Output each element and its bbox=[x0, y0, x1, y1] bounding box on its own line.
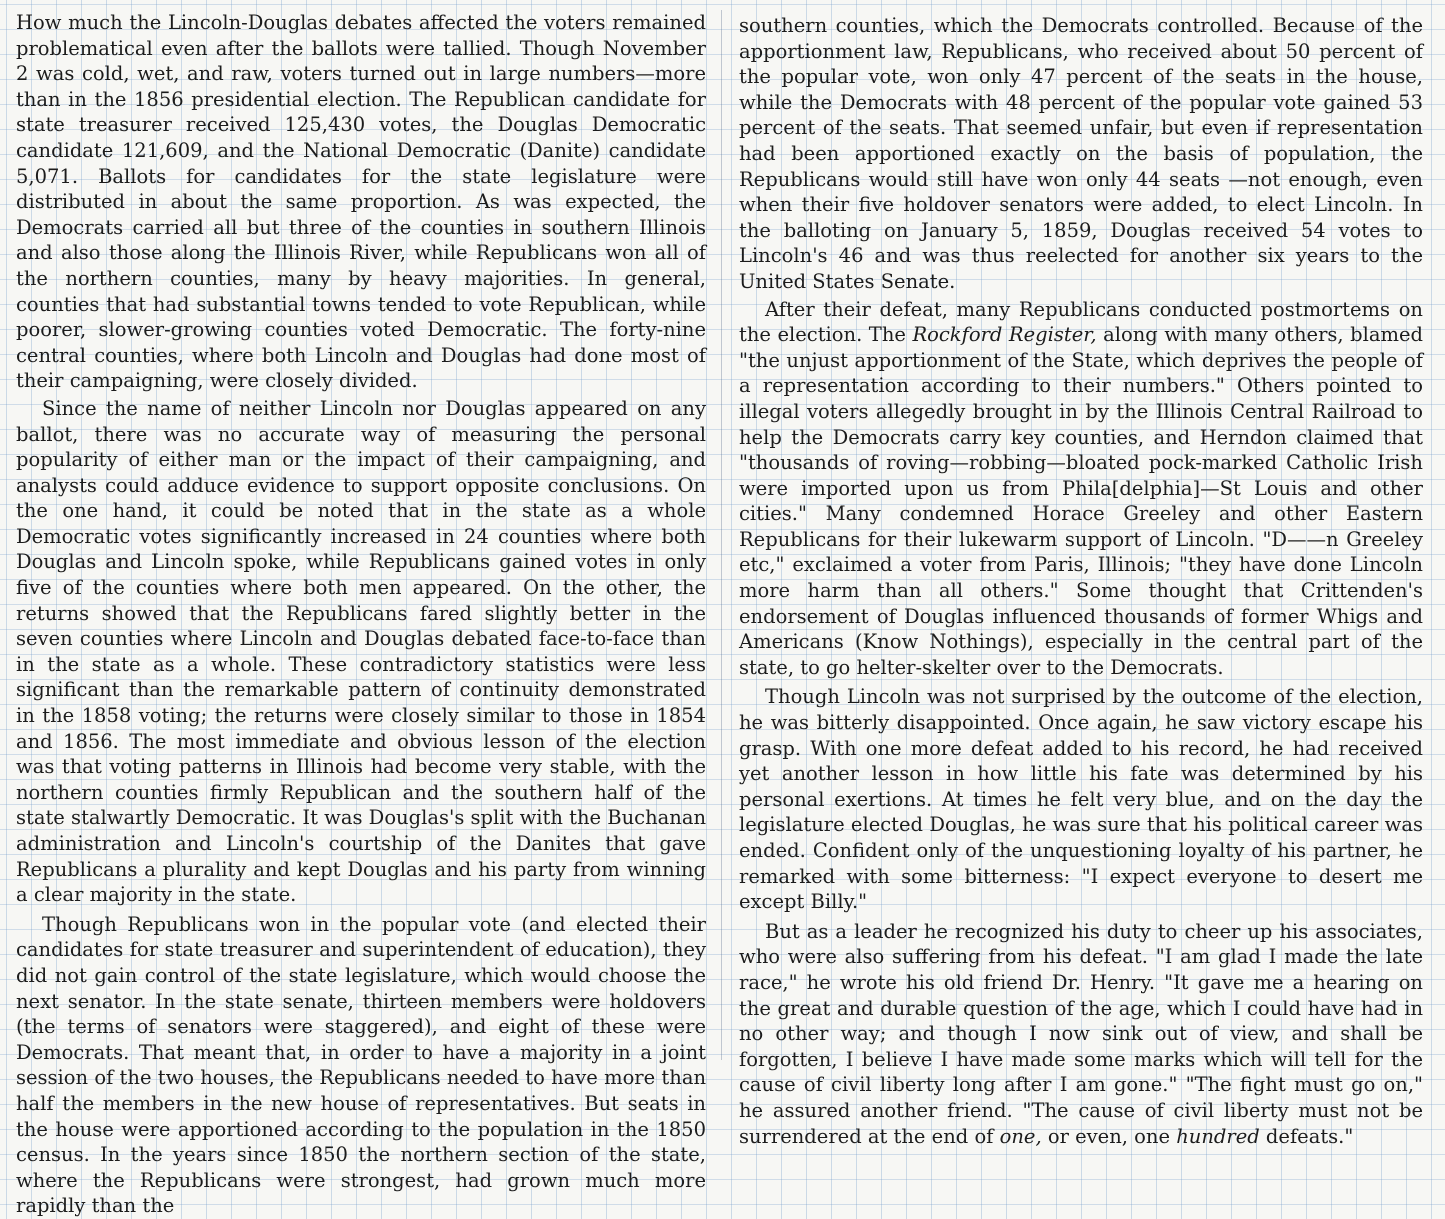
leader-text-end: defeats." bbox=[1259, 1124, 1354, 1148]
emphasis-hundred: hundred bbox=[1176, 1124, 1260, 1148]
paragraph-postmortems bbox=[739, 297, 1423, 681]
paragraph-leader bbox=[739, 919, 1423, 1149]
paragraph-legislature: Though Republicans won in the popular vote (and elected their candidates for state treasurer and superintendent of education), they did not gain control of the state legislature, which would choose the next senator. In the state senate, thirteen members were holdovers (the terms of senators were staggered), and eight of these were Democrats. That meant that, in order to have a majority in a joint session of the two houses, the Republicans needed to have more than half the members in the new house of representatives. But seats in the house were apportioned according to the population in the 1850 census. In the years since 1850 the northern section of the state, where the Republicans were strongest, had grown much more rapidly than the bbox=[16, 912, 706, 1218]
paragraph-apportionment: southern counties, which the Democrats controlled. Because of the apportionment law, Republicans, who received about 50 percent of the popular vote, won only 47 percent of the seats in the house, while the Democrats with 48 percent of the popular vote gained 53 percent of the seats. That seemed unfair, but even if representation had been apportioned exactly on the basis of population, the Republicans would still have won only 44 seats —not enough, even when their five holdover senators were added, to elect Lincoln. In the balloting on January 5, 1859, Douglas received 54 votes to Lincoln's 46 and was thus reelected for another six years to the United States Senate. bbox=[739, 14, 1423, 293]
rockford-register-title: Rockford Register, bbox=[912, 323, 1097, 347]
left-column bbox=[16, 10, 706, 1218]
leader-text-middle: or even, one bbox=[1041, 1124, 1177, 1148]
postmortems-text-end: along with many others, blamed "the unjust apportionment of the State, which deprives the people of a representation according to their numbers." Others pointed to illegal voters allegedly brought in by the Illinois Central Railroad to help the Democrats carry key counties, and Herndon claimed that "thousands of roving—robbing—bloated pock-marked Catholic Irish were imported upon us from Phila[delphia]—St Louis and other cities." Many condemned Horace Greeley and other Eastern Republicans for their lukewarm support of Lincoln. "D——n Greeley etc," exclaimed a voter from Paris, Illinois; "they have done Lincoln more harm than all others." Some thought that Crittenden's endorsement of Douglas influenced thousands of former Whigs and Americans (Know Nothings), especially in the central part of the state, to go helter-skelter over to the Democrats. bbox=[739, 323, 1423, 679]
emphasis-one: one, bbox=[999, 1124, 1042, 1148]
paragraph-popularity: Since the name of neither Lincoln nor Douglas appeared on any ballot, there was no accurate way of measuring the personal popularity of either man or the impact of their campaigning, and analysts could adduce evidence to support opposite conclusions. On the one hand, it could be noted that in the state as a whole Democratic votes significantly increased in 24 counties where both Douglas and Lincoln spoke, while Republicans gained votes in only five of the counties where both men appeared. On the other, the returns showed that the Republicans fared slightly better in the seven counties where Lincoln and Douglas debated face-to-face than in the state as a whole. These contradictory statistics were less significant than the remarkable pattern of continuity demonstrated in the 1858 voting; the returns were closely similar to those in 1854 and 1856. The most immediate and obvious lesson of the election was that voting patterns in Illinois had become very stable, with the northern counties firmly Republican and the southern half of the state stalwartly Democratic. It was Douglas's split with the Buchanan administration and Lincoln's courtship of the Danites that gave Republicans a plurality and kept Douglas and his party from winning a clear majority in the state. bbox=[16, 396, 706, 907]
right-column bbox=[739, 13, 1423, 1148]
postmortems-text-start: After their defeat, many Republicans conducted postmortems on the election. The bbox=[739, 297, 1423, 347]
leader-text-start: But as a leader he recognized his duty to cheer up his associates, who were also suffering from his defeat. "I am glad I made the late race," he wrote his old friend Dr. Henry. "It gave me a hearing on the great and durable question of the age, which I could have had in no other way; and though I now sink out of view, and shall be forgotten, I believe I have made some marks which will tell for the cause of civil liberty long after I am gone." "The fight must go on," he assured another friend. "The cause of civil liberty must not be surrendered at the end of bbox=[739, 919, 1423, 1148]
paragraph-turnout: How much the Lincoln-Douglas debates affected the voters remained problematical even after the ballots were tallied. Though November 2 was cold, wet, and raw, voters turned out in large numbers—more than in the 1856 presidential election. The Republican candidate for state treasurer received 125,430 votes, the Douglas Democratic candidate 121,609, and the National Democratic (Danite) candidate 5,071. Ballots for candidates for the state legislature were distributed in about the same proportion. As was expected, the Democrats carried all but three of the counties in southern Illinois and also those along the Illinois River, while Republicans won all of the northern counties, many by heavy majorities. In general, counties that had substantial towns tended to vote Republican, while poorer, slower-growing counties voted Democratic. The forty-nine central counties, where both Lincoln and Douglas had done most of their campaigning, were closely divided. bbox=[16, 11, 706, 393]
paragraph-disappointment: Though Lincoln was not surprised by the outcome of the election, he was bitterly disappointed. Once again, he saw victory escape his grasp. With one more defeat added to his record, he had received yet another lesson in how little his fate was determined by his personal exertions. At times he felt very blue, and on the day the legislature elected Douglas, he was sure that his political career was ended. Confident only of the unquestioning loyalty of his partner, he remarked with some bitterness: "I expect everyone to desert me except Billy." bbox=[739, 685, 1423, 914]
column-divider bbox=[721, 10, 722, 1060]
